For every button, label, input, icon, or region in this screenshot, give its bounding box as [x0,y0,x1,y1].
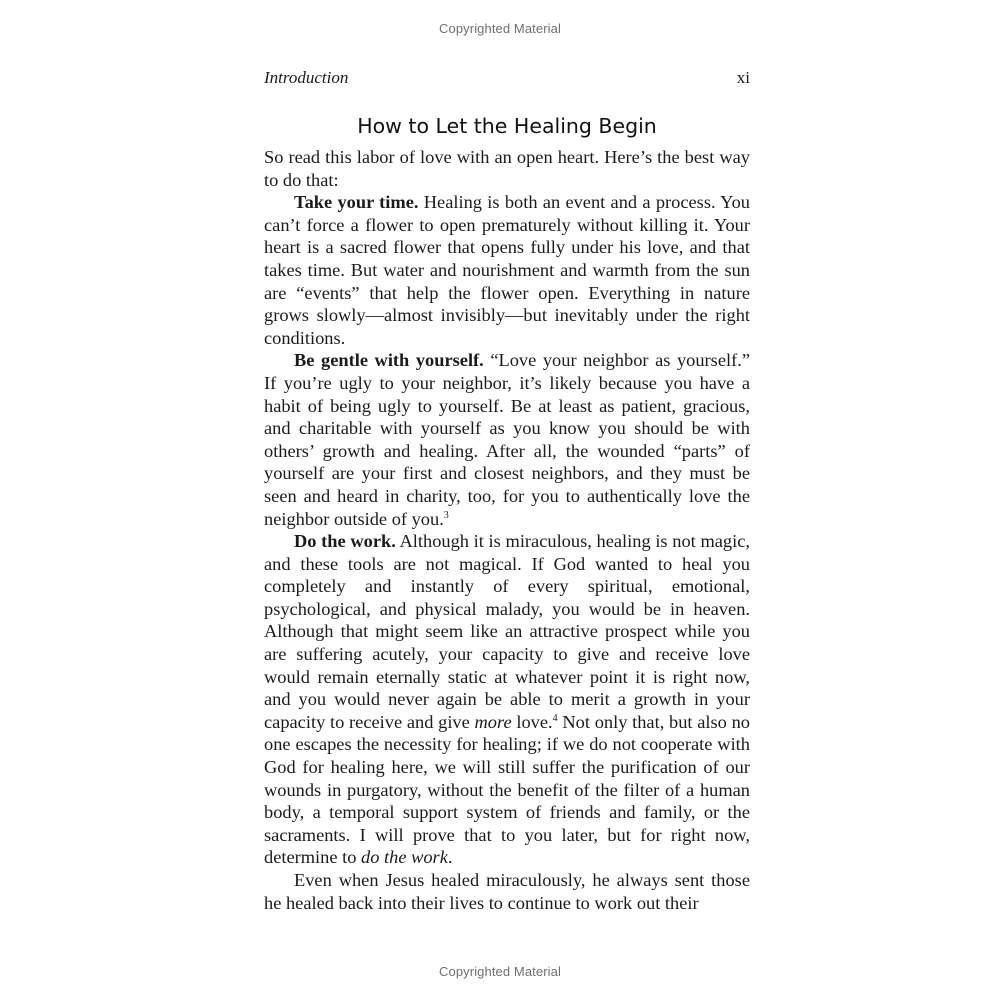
paragraph-take-your-time [264,191,750,349]
copyright-watermark-bottom: Copyrighted Material [439,964,561,979]
running-head-section-title: Introduction [264,68,349,87]
footnote-marker: 3 [443,509,449,521]
paragraph-text: . [447,847,453,868]
paragraph-text: Although it is miraculous, healing is not magic, and these tools are not magical. If God wanted to heal you completely and instantly of every spiritual, emotional, psychological, and physical malady, you would be in heaven. Although that might seem like an attractive prospect while you are suffering acutely, your capacity to give and receive love would remain eternally static at whatever point it is right now, and you would never again be able to merit a growth in your capacity to receive and give [264,531,750,732]
page-number: xi [736,68,750,87]
emphasis-text: do the work [361,847,448,868]
paragraph-lead-in: Take your time. [294,192,419,213]
copyright-watermark-top: Copyrighted Material [439,21,561,36]
body-text [264,146,750,914]
paragraph-text: Healing is both an event and a process. You can’t force a flower to open prematurely without killing it. Your heart is a sacred flower that opens fully under his love, and that takes time. But water and nourishment and warmth from the sun are “events” that help the flower open. Everything in nature grows slowly—almost invisibly—but inevitably under the right conditions. [264,192,751,348]
paragraph-lead-in: Be gentle with yourself. [294,350,484,371]
paragraph-do-the-work [264,530,750,869]
paragraph-be-gentle [264,349,750,530]
emphasis-text: more [474,711,512,732]
paragraph-text: love. [511,711,553,732]
paragraph-text: Not only that, but also no one escapes the necessity for healing; if we do not cooperate with God for healing here, we will still suffer the purification of our wounds in purgatory, without the benefit of the filter of a human body, a temporal support system of friends and family, or the sacraments. I will prove that to you later, but for right now, determine to [264,711,750,868]
paragraph-even-when-jesus: Even when Jesus healed miraculously, he always sent those he healed back into their lives to continue to work out their [264,870,750,913]
paragraph-lead-in: Do the work. [294,531,396,552]
section-heading: How to Let the Healing Begin [357,114,657,138]
footnote-marker: 4 [552,712,558,724]
paragraph-intro: So read this labor of love with an open heart. Here’s the best way to do that: [264,147,750,190]
paragraph-text: “Love your neighbor as yourself.” If you’re ugly to your neighbor, it’s likely because you have a habit of being ugly to yourself. Be at least as patient, gracious, and charitable with yourself as you know you should be with others’ growth and healing. After all, the wounded “parts” of yourself are your first and closest neighbors, and they must be seen and heard in charity, too, for you to authentically love the neighbor outside of you. [264,350,750,529]
